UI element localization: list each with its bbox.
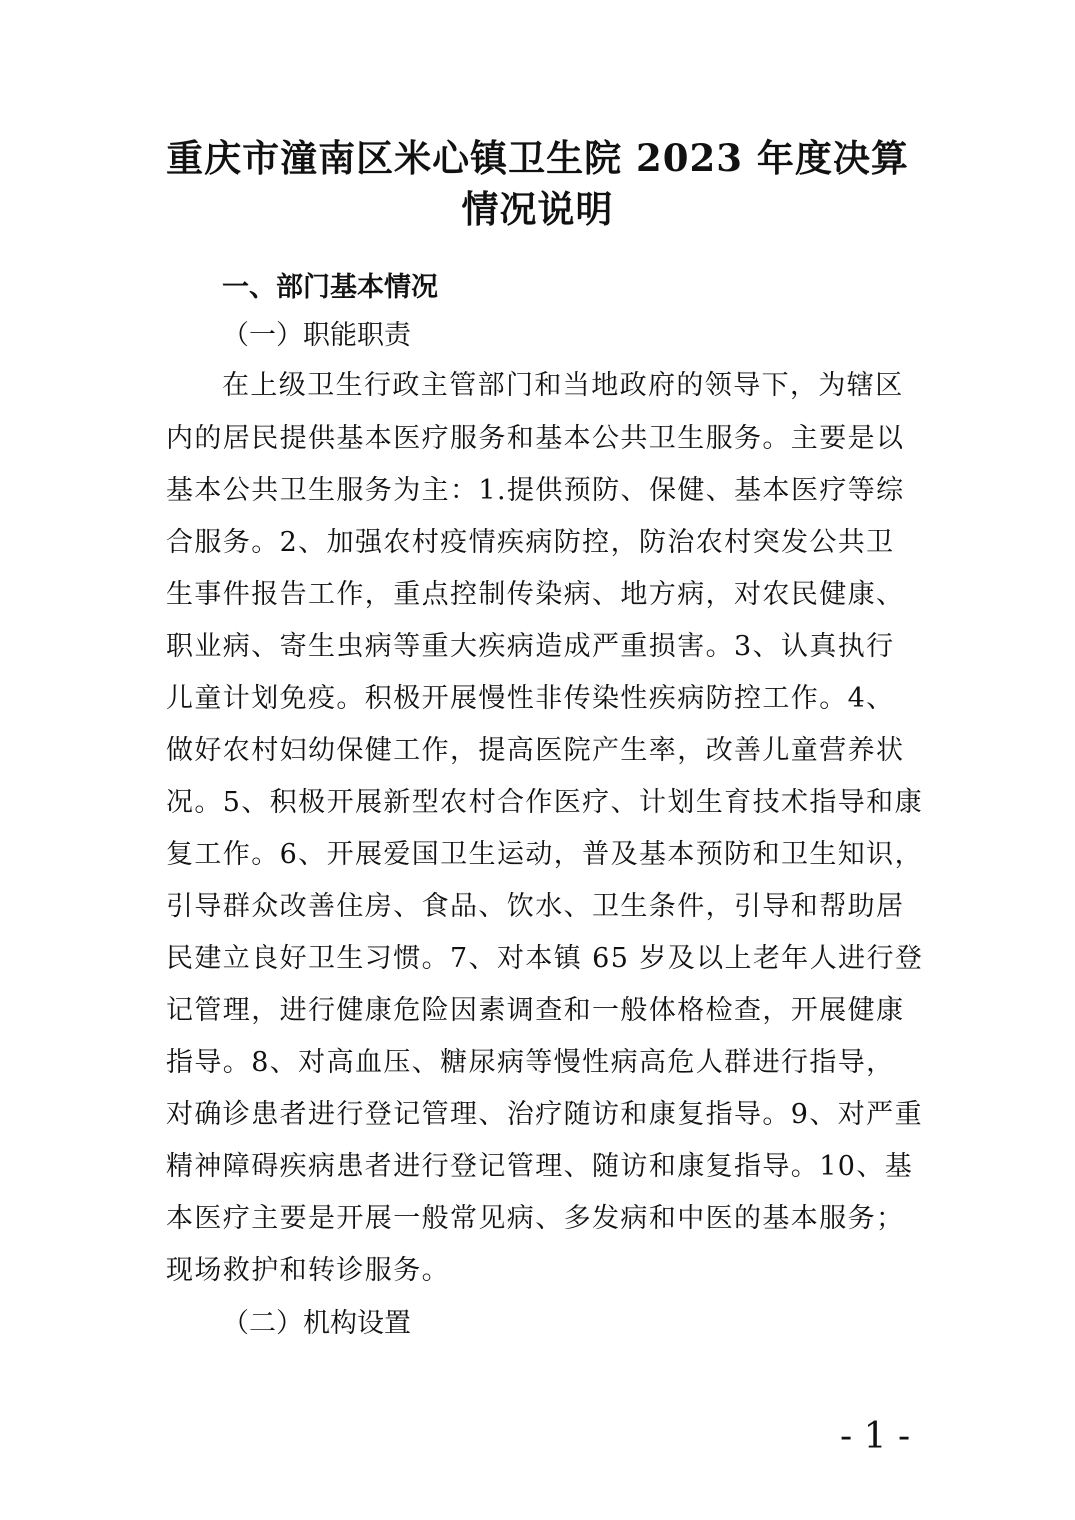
paragraph-line: 职业病、寄生虫病等重大疾病造成严重损害。3、认真执行: [166, 631, 895, 662]
section-heading-basic-info: 一、部门基本情况: [222, 272, 438, 303]
paragraph-line: 复工作。6、开展爱国卫生运动，普及基本预防和卫生知识，: [166, 839, 923, 870]
document-title-line-2: 情况说明: [461, 187, 614, 231]
subsection-heading-organization: （二）机构设置: [222, 1308, 411, 1339]
paragraph-line: 民建立良好卫生习惯。7、对本镇 65 岁及以上老年人进行登: [166, 943, 924, 974]
paragraph-line: 指导。8、对高血压、糖尿病等慢性病高危人群进行指导，: [166, 1047, 895, 1078]
paragraph-line: 做好农村妇幼保健工作，提高医院产生率，改善儿童营养状: [166, 735, 905, 766]
paragraph-line: 合服务。2、加强农村疫情疾病防控，防治农村突发公共卫: [166, 527, 895, 558]
paragraph-line: 对确诊患者进行登记管理、治疗随访和康复指导。9、对严重: [166, 1099, 923, 1130]
paragraph-line: 现场救护和转诊服务。: [166, 1255, 450, 1286]
paragraph-line: 本医疗主要是开展一般常见病、多发病和中医的基本服务；: [166, 1203, 905, 1234]
paragraph-line: 儿童计划免疫。积极开展慢性非传染性疾病防控工作。4、: [166, 683, 895, 714]
page-number: - 1 -: [840, 1416, 911, 1457]
subsection-heading-functions: （一）职能职责: [222, 320, 411, 351]
document-title-line-1: 重庆市潼南区米心镇卫生院 2023 年度决算: [166, 136, 909, 180]
paragraph-line: 内的居民提供基本医疗服务和基本公共卫生服务。主要是以: [166, 423, 905, 454]
paragraph-line: 精神障碍疾病患者进行登记管理、随访和康复指导。10、基: [166, 1151, 914, 1182]
paragraph-line: 记管理，进行健康危险因素调查和一般体格检查，开展健康: [166, 995, 905, 1026]
paragraph-line: 基本公共卫生服务为主：1.提供预防、保健、基本医疗等综: [166, 475, 905, 506]
paragraph-line: 生事件报告工作，重点控制传染病、地方病，对农民健康、: [166, 579, 905, 610]
paragraph-line: 引导群众改善住房、食品、饮水、卫生条件，引导和帮助居: [166, 891, 905, 922]
paragraph-line: 在上级卫生行政主管部门和当地政府的领导下，为辖区: [222, 370, 904, 401]
paragraph-line: 况。5、积极开展新型农村合作医疗、计划生育技术指导和康: [166, 787, 923, 818]
